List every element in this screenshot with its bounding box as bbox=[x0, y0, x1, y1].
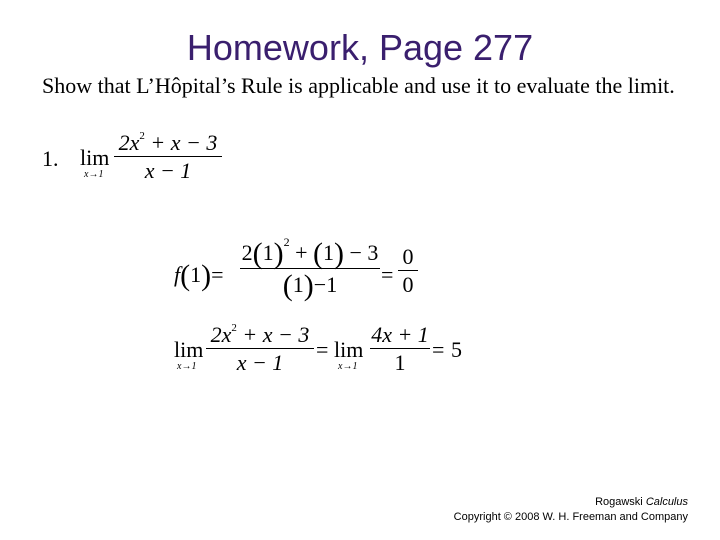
problem-prompt: Show that L’Hôpital’s Rule is applicable and use it to evaluate the limit. bbox=[42, 73, 675, 98]
limit-operator: lim bbox=[174, 337, 204, 362]
substitution-fraction bbox=[240, 235, 380, 302]
slide-title: Homework, Page 277 bbox=[186, 27, 534, 68]
substitution-numerator: $2(1)^2 + (1) - 3$ bbox=[241, 235, 379, 270]
equals-sign: = bbox=[381, 262, 394, 287]
limit-subscript: x→1 bbox=[177, 361, 197, 372]
original-numerator: $2x^2 + x - 3$ bbox=[210, 322, 310, 347]
limit-operator-2: lim bbox=[334, 337, 364, 362]
derivative-fraction bbox=[370, 322, 430, 377]
problem-fraction bbox=[114, 130, 222, 185]
limit-operator: lim bbox=[80, 145, 110, 170]
equals-sign-2: = bbox=[432, 337, 445, 362]
function-label: f(1)= bbox=[174, 259, 224, 292]
original-fraction bbox=[206, 322, 314, 377]
limit-result: 5 bbox=[451, 337, 462, 362]
derivative-numerator: 4x + 1 bbox=[371, 322, 429, 347]
problem-denominator: x − 1 bbox=[144, 158, 192, 183]
equals-sign: = bbox=[316, 337, 329, 362]
substitution-denominator: (1)−1 bbox=[282, 269, 338, 302]
footer-copyright: Copyright © 2008 W. H. Freeman and Company bbox=[453, 511, 688, 523]
slide-footer bbox=[454, 495, 688, 525]
original-denominator: x − 1 bbox=[236, 350, 284, 375]
footer-book-credit: Rogawski Calculus bbox=[595, 496, 688, 508]
problem-number: 1. bbox=[42, 146, 59, 171]
limit-subscript: x→1 bbox=[84, 169, 104, 180]
problem-numerator: $2x^2 + x - 3$ bbox=[118, 130, 218, 155]
indeterminate-form: 0 0 bbox=[398, 244, 418, 299]
derivative-denominator: 1 bbox=[394, 350, 406, 375]
limit-subscript-2: x→1 bbox=[338, 361, 358, 372]
